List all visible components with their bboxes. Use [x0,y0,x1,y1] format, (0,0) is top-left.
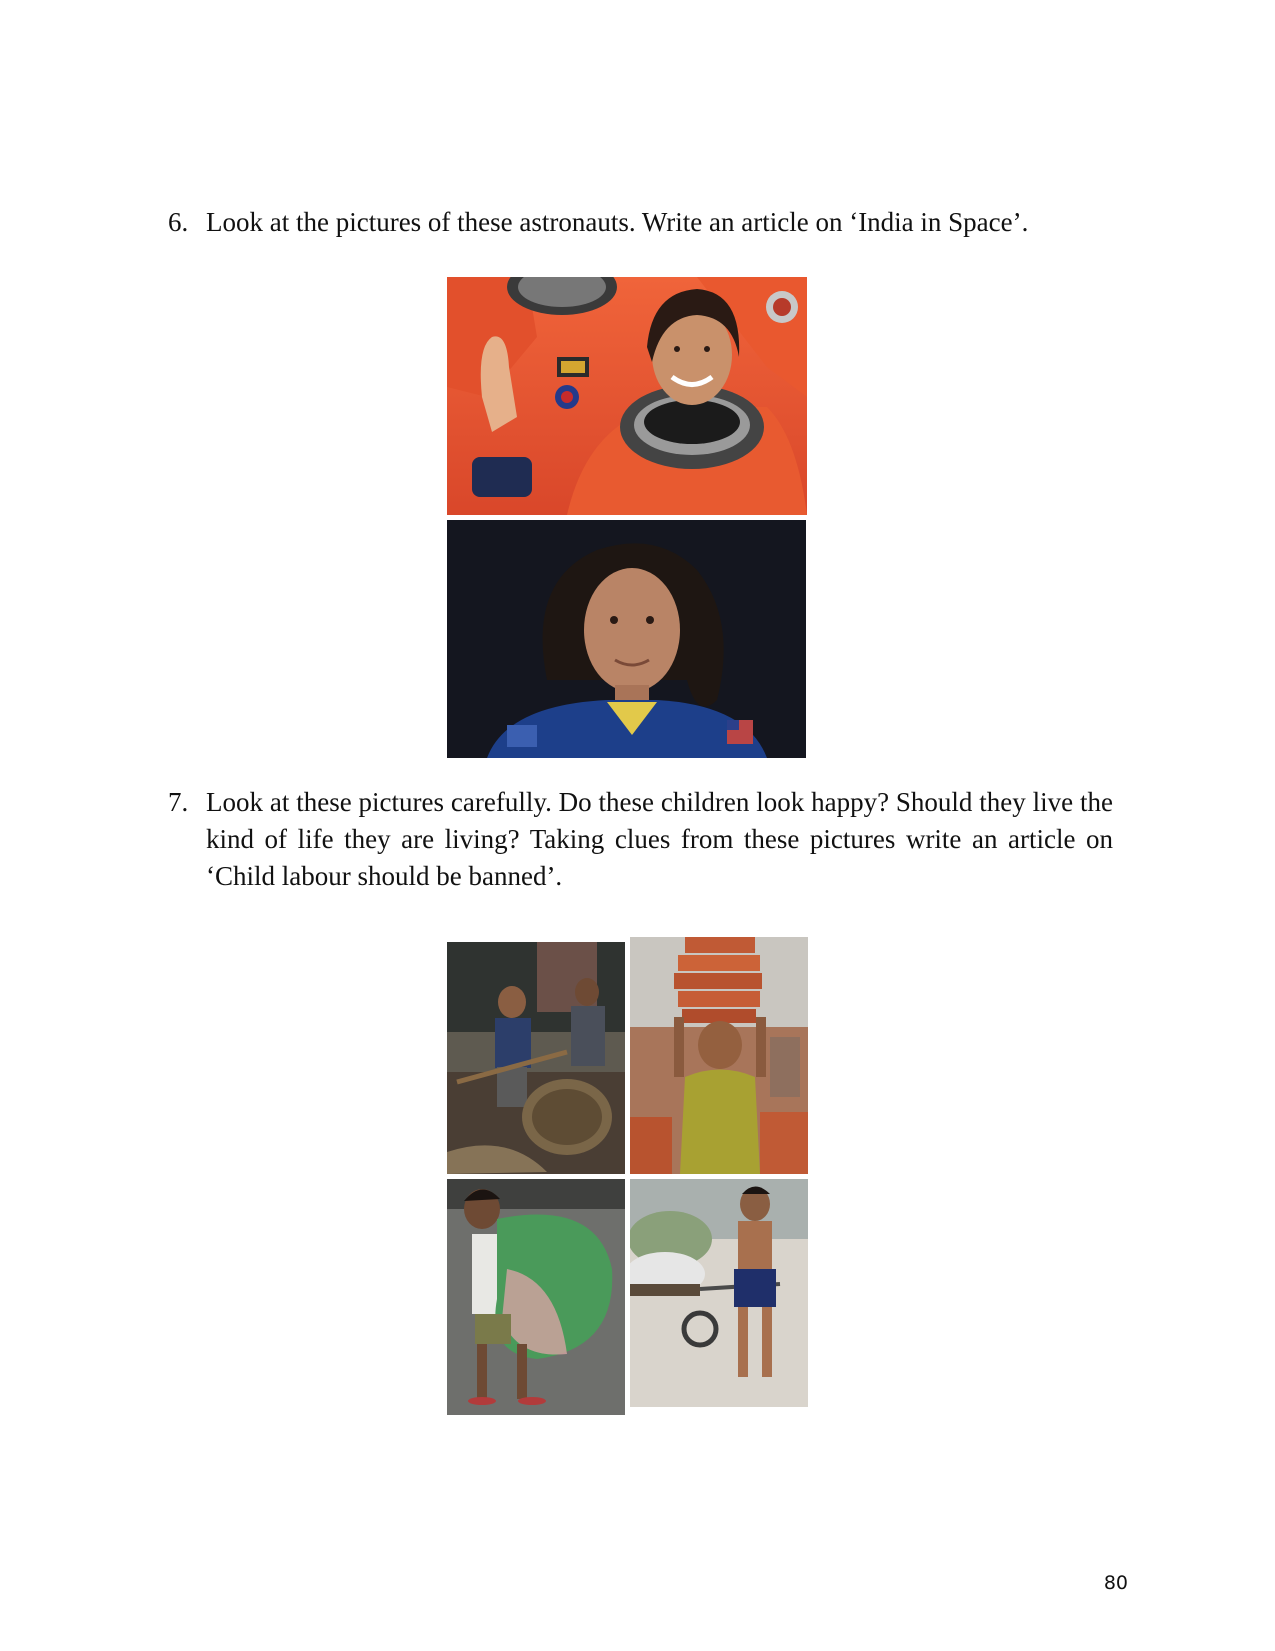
page-number: 80 [1103,1572,1128,1594]
question-6 [168,204,1113,241]
child-labour-photo-bricks [630,937,808,1174]
question-text: Look at these pictures carefully. Do these children look happy? Should they live the kind of life they are living? Taking clues from these pictures write an article on ‘Child labour should be banned’. [206,787,1113,891]
question-text: Look at the pictures of these astronauts. Write an article on ‘India in Space’. [206,207,1029,237]
astronaut-photo-orange-suit [447,277,807,515]
astronaut-photo-blue-suit [447,520,806,758]
child-labour-photo-shovel [447,942,625,1174]
question-number: 6. [168,207,189,237]
child-labour-photo-cart [630,1179,808,1407]
child-labour-photo-sack [447,1179,625,1415]
question-7 [168,784,1113,895]
question-number: 7. [168,787,189,817]
